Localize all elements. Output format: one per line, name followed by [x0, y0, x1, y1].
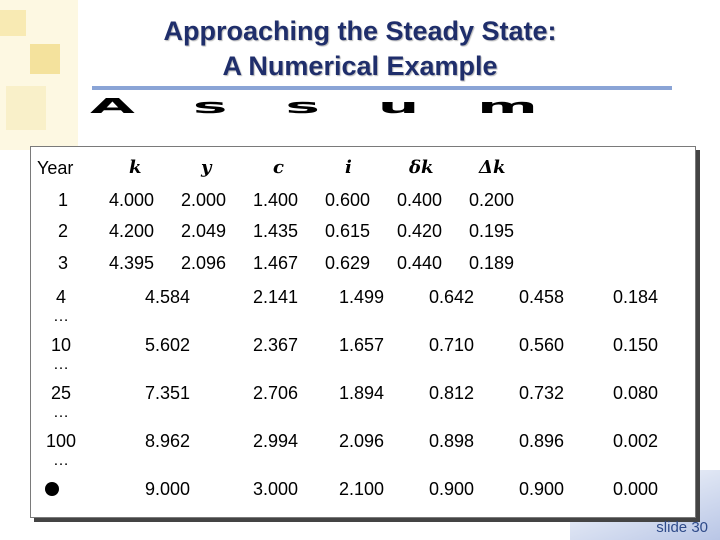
- ellipsis: …: [53, 356, 69, 373]
- ellipsis: …: [53, 308, 69, 325]
- cell-c: 1.400: [253, 190, 299, 210]
- cell-delta-k: 0.184: [613, 287, 659, 307]
- cell-dk: 0.420: [397, 221, 443, 241]
- cell-k: 9.000: [145, 479, 191, 499]
- cell-c: 1.499: [339, 287, 385, 307]
- cell-y: 2.096: [181, 253, 227, 273]
- cell-dk: 0.732: [519, 383, 565, 403]
- col-header-y: y: [201, 157, 212, 178]
- cell-y: 2.000: [181, 190, 227, 210]
- cell-delta-k: 0.080: [613, 383, 659, 403]
- cell-k: 8.962: [145, 431, 191, 451]
- col-header-i: i: [345, 157, 352, 178]
- cell-k: 7.351: [145, 383, 191, 403]
- cell-c: 1.467: [253, 253, 299, 273]
- cell-k: 4.584: [145, 287, 191, 307]
- cell-i: 0.629: [325, 253, 371, 273]
- cell-i: 0.710: [429, 335, 475, 355]
- cell-i: 0.600: [325, 190, 371, 210]
- cell-c: 2.096: [339, 431, 385, 451]
- col-header-k: k: [129, 157, 142, 178]
- cell-i: 0.812: [429, 383, 475, 403]
- cell-delta-k: 0.000: [613, 479, 659, 499]
- title-line-1: Approaching the Steady State:: [163, 16, 557, 46]
- cell-y: 2.706: [253, 383, 299, 403]
- col-header-c: c: [273, 157, 284, 178]
- cell-i: 0.898: [429, 431, 475, 451]
- cell-k: 4.395: [109, 253, 155, 273]
- cell-dk: 0.560: [519, 335, 565, 355]
- slide-title: [0, 14, 720, 84]
- cell-y: 2.367: [253, 335, 299, 355]
- row-year: 3: [57, 253, 68, 273]
- row-year: 1: [57, 190, 68, 210]
- cell-delta-k: 0.150: [613, 335, 659, 355]
- row-year: 4: [55, 287, 66, 307]
- cell-c: 2.100: [339, 479, 385, 499]
- row-year: 10: [50, 335, 72, 355]
- cell-y: 2.141: [253, 287, 299, 307]
- cell-delta-k: 0.189: [469, 253, 515, 273]
- cell-dk: 0.440: [397, 253, 443, 273]
- row-year: 100: [45, 431, 77, 451]
- cell-k: 4.200: [109, 221, 155, 241]
- cell-dk: 0.896: [519, 431, 565, 451]
- col-header-year: Year: [37, 158, 74, 178]
- ellipsis: …: [53, 404, 69, 421]
- title-line-2: A Numerical Example: [222, 51, 498, 81]
- cell-i: 0.642: [429, 287, 475, 307]
- cell-k: 4.000: [109, 190, 155, 210]
- col-header-change-in-k: Δk: [479, 157, 506, 178]
- cell-i: 0.615: [325, 221, 371, 241]
- col-header-depreciation: δk: [409, 157, 434, 178]
- cell-y: 2.049: [181, 221, 227, 241]
- cell-dk: 0.458: [519, 287, 565, 307]
- cell-c: 1.894: [339, 383, 385, 403]
- cell-delta-k: 0.002: [613, 431, 659, 451]
- row-year: 2: [57, 221, 68, 241]
- cell-delta-k: 0.200: [469, 190, 515, 210]
- row-year: 25: [50, 383, 72, 403]
- banner-text: Assum: [90, 96, 596, 119]
- cell-y: 3.000: [253, 479, 299, 499]
- data-table: [30, 146, 696, 518]
- cell-i: 0.900: [429, 479, 475, 499]
- slide-number: slide 30: [656, 519, 708, 536]
- cell-c: 1.657: [339, 335, 385, 355]
- cell-k: 5.602: [145, 335, 191, 355]
- overflow-banner: [90, 96, 674, 124]
- cell-delta-k: 0.195: [469, 221, 515, 241]
- cell-dk: 0.400: [397, 190, 443, 210]
- infinity-icon: [45, 482, 59, 496]
- cell-y: 2.994: [253, 431, 299, 451]
- cell-c: 1.435: [253, 221, 299, 241]
- title-underline: [92, 86, 672, 90]
- cell-dk: 0.900: [519, 479, 565, 499]
- ellipsis: …: [53, 452, 69, 469]
